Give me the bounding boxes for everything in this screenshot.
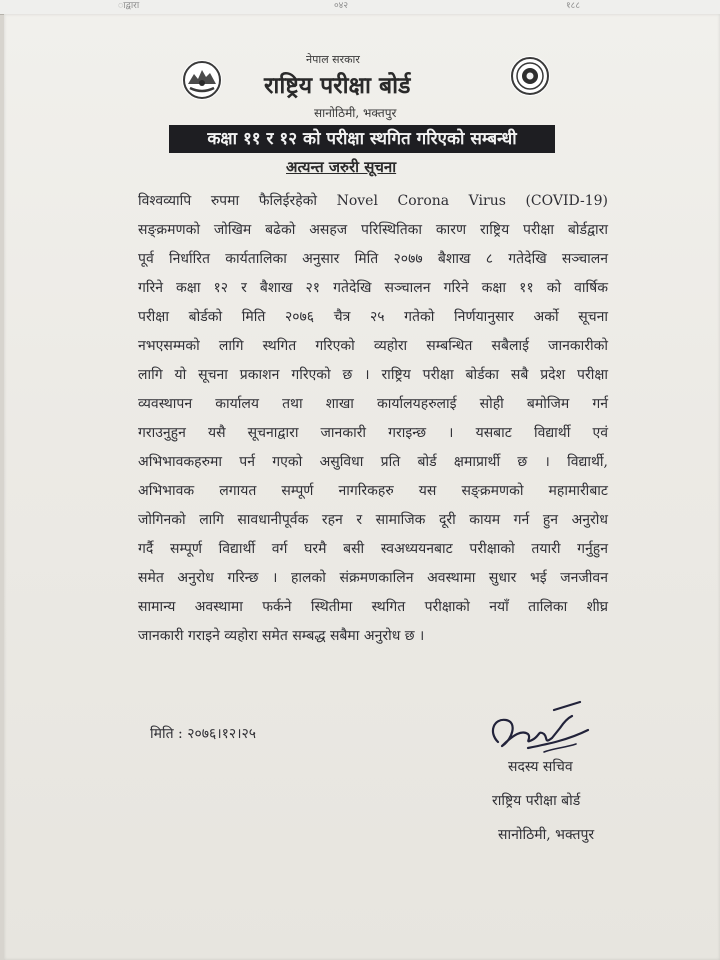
body-line: सङ्क्रमणको जोखिम बढेको असहज परिस्थितिका कारण राष्ट्रिय परीक्षा बोर्डद्वारा: [138, 222, 608, 238]
body-line: लागि यो सूचना प्रकाशन गरिएको छ । राष्ट्रिय परीक्षा बोर्डका सबै प्रदेश परीक्षा: [138, 367, 608, 383]
body-line: अभिभावक लगायत सम्पूर्ण नागरिकहरु यस सङ्क्रमणको महामारीबाट: [138, 483, 608, 499]
exam-board-seal-icon: [510, 56, 550, 96]
body-line: समेत अनुरोध गरिन्छ । हालको संक्रमणकालिन अवस्थामा सुधार भई जनजीवन: [138, 570, 608, 586]
board-address: सानोठिमी, भक्तपुर: [314, 106, 397, 120]
body-line: नभएसम्मको लागि स्थगित गरिएको व्यहोरा सम्बन्धित सबैलाई जानकारीको: [138, 338, 608, 354]
top-edge-strip: ाद्वारा ०४२ १८८: [0, 0, 720, 15]
notice-body: [138, 187, 608, 651]
nepal-government-emblem-icon: [182, 60, 222, 100]
body-line: गर्दै सम्पूर्ण विद्यार्थी वर्ग घरमै बसी स्वअध्ययनबाट परीक्षाको तयारी गर्नुहुन: [138, 541, 608, 557]
notice-date: मिति : २०७६।१२।२५: [150, 726, 257, 742]
notice-subject-banner: कक्षा ११ र १२ को परीक्षा स्थगित गरिएको सम्बन्धी: [169, 125, 555, 153]
body-line: व्यवस्थापन कार्यालय तथा शाखा कार्यालयहरुलाई सोही बमोजिम गर्न: [138, 396, 608, 412]
body-line: अभिभावकहरुमा पर्न गएको असुविधा प्रति बोर्ड क्षमाप्रार्थी छ । विद्यार्थी,: [138, 454, 608, 470]
handwritten-signature-icon: [484, 690, 594, 764]
body-line: जोगिनको लागि सावधानीपूर्वक रहन र सामाजिक दूरी कायम गर्न हुन अनुरोध: [138, 512, 608, 528]
body-line: गराउनुहुन यसै सूचनाद्वारा जानकारी गराइन्छ । यसबाट विद्यार्थी एवं: [138, 425, 608, 441]
body-line: विश्वव्यापि रुपमा फैलिईरहेको Novel Corona Virus (COVID-19): [138, 193, 608, 209]
signatory-organization: राष्ट्रिय परीक्षा बोर्ड: [492, 793, 581, 809]
signatory-address: सानोठिमी, भक्तपुर: [498, 827, 595, 843]
body-line: सामान्य अवस्थामा फर्कने स्थितीमा स्थगित परीक्षाको नयाँ तालिका शीघ्र: [138, 599, 608, 615]
body-line: गरिने कक्षा १२ र बैशाख २१ गतेदेखि सञ्चालन गरिने कक्षा ११ को वार्षिक: [138, 280, 608, 296]
board-name: राष्ट्रिय परीक्षा बोर्ड: [264, 72, 411, 99]
body-line: पूर्व निर्धारित कार्यतालिका अनुसार मिति २०७७ बैशाख ८ गतेदेखि सञ्चालन: [138, 251, 608, 267]
signatory-title: सदस्य सचिव: [508, 759, 573, 775]
notice-title: अत्यन्त जरुरी सूचना: [286, 158, 397, 176]
body-line: परीक्षा बोर्डको मिति २०७६ चैत्र २५ गतेको निर्णयानुसार अर्को सूचना: [138, 309, 608, 325]
body-line: जानकारी गराइने व्यहोरा समेत सम्बद्ध सबैमा अनुरोध छ ।: [138, 628, 425, 644]
government-label: नेपाल सरकार: [306, 53, 360, 66]
